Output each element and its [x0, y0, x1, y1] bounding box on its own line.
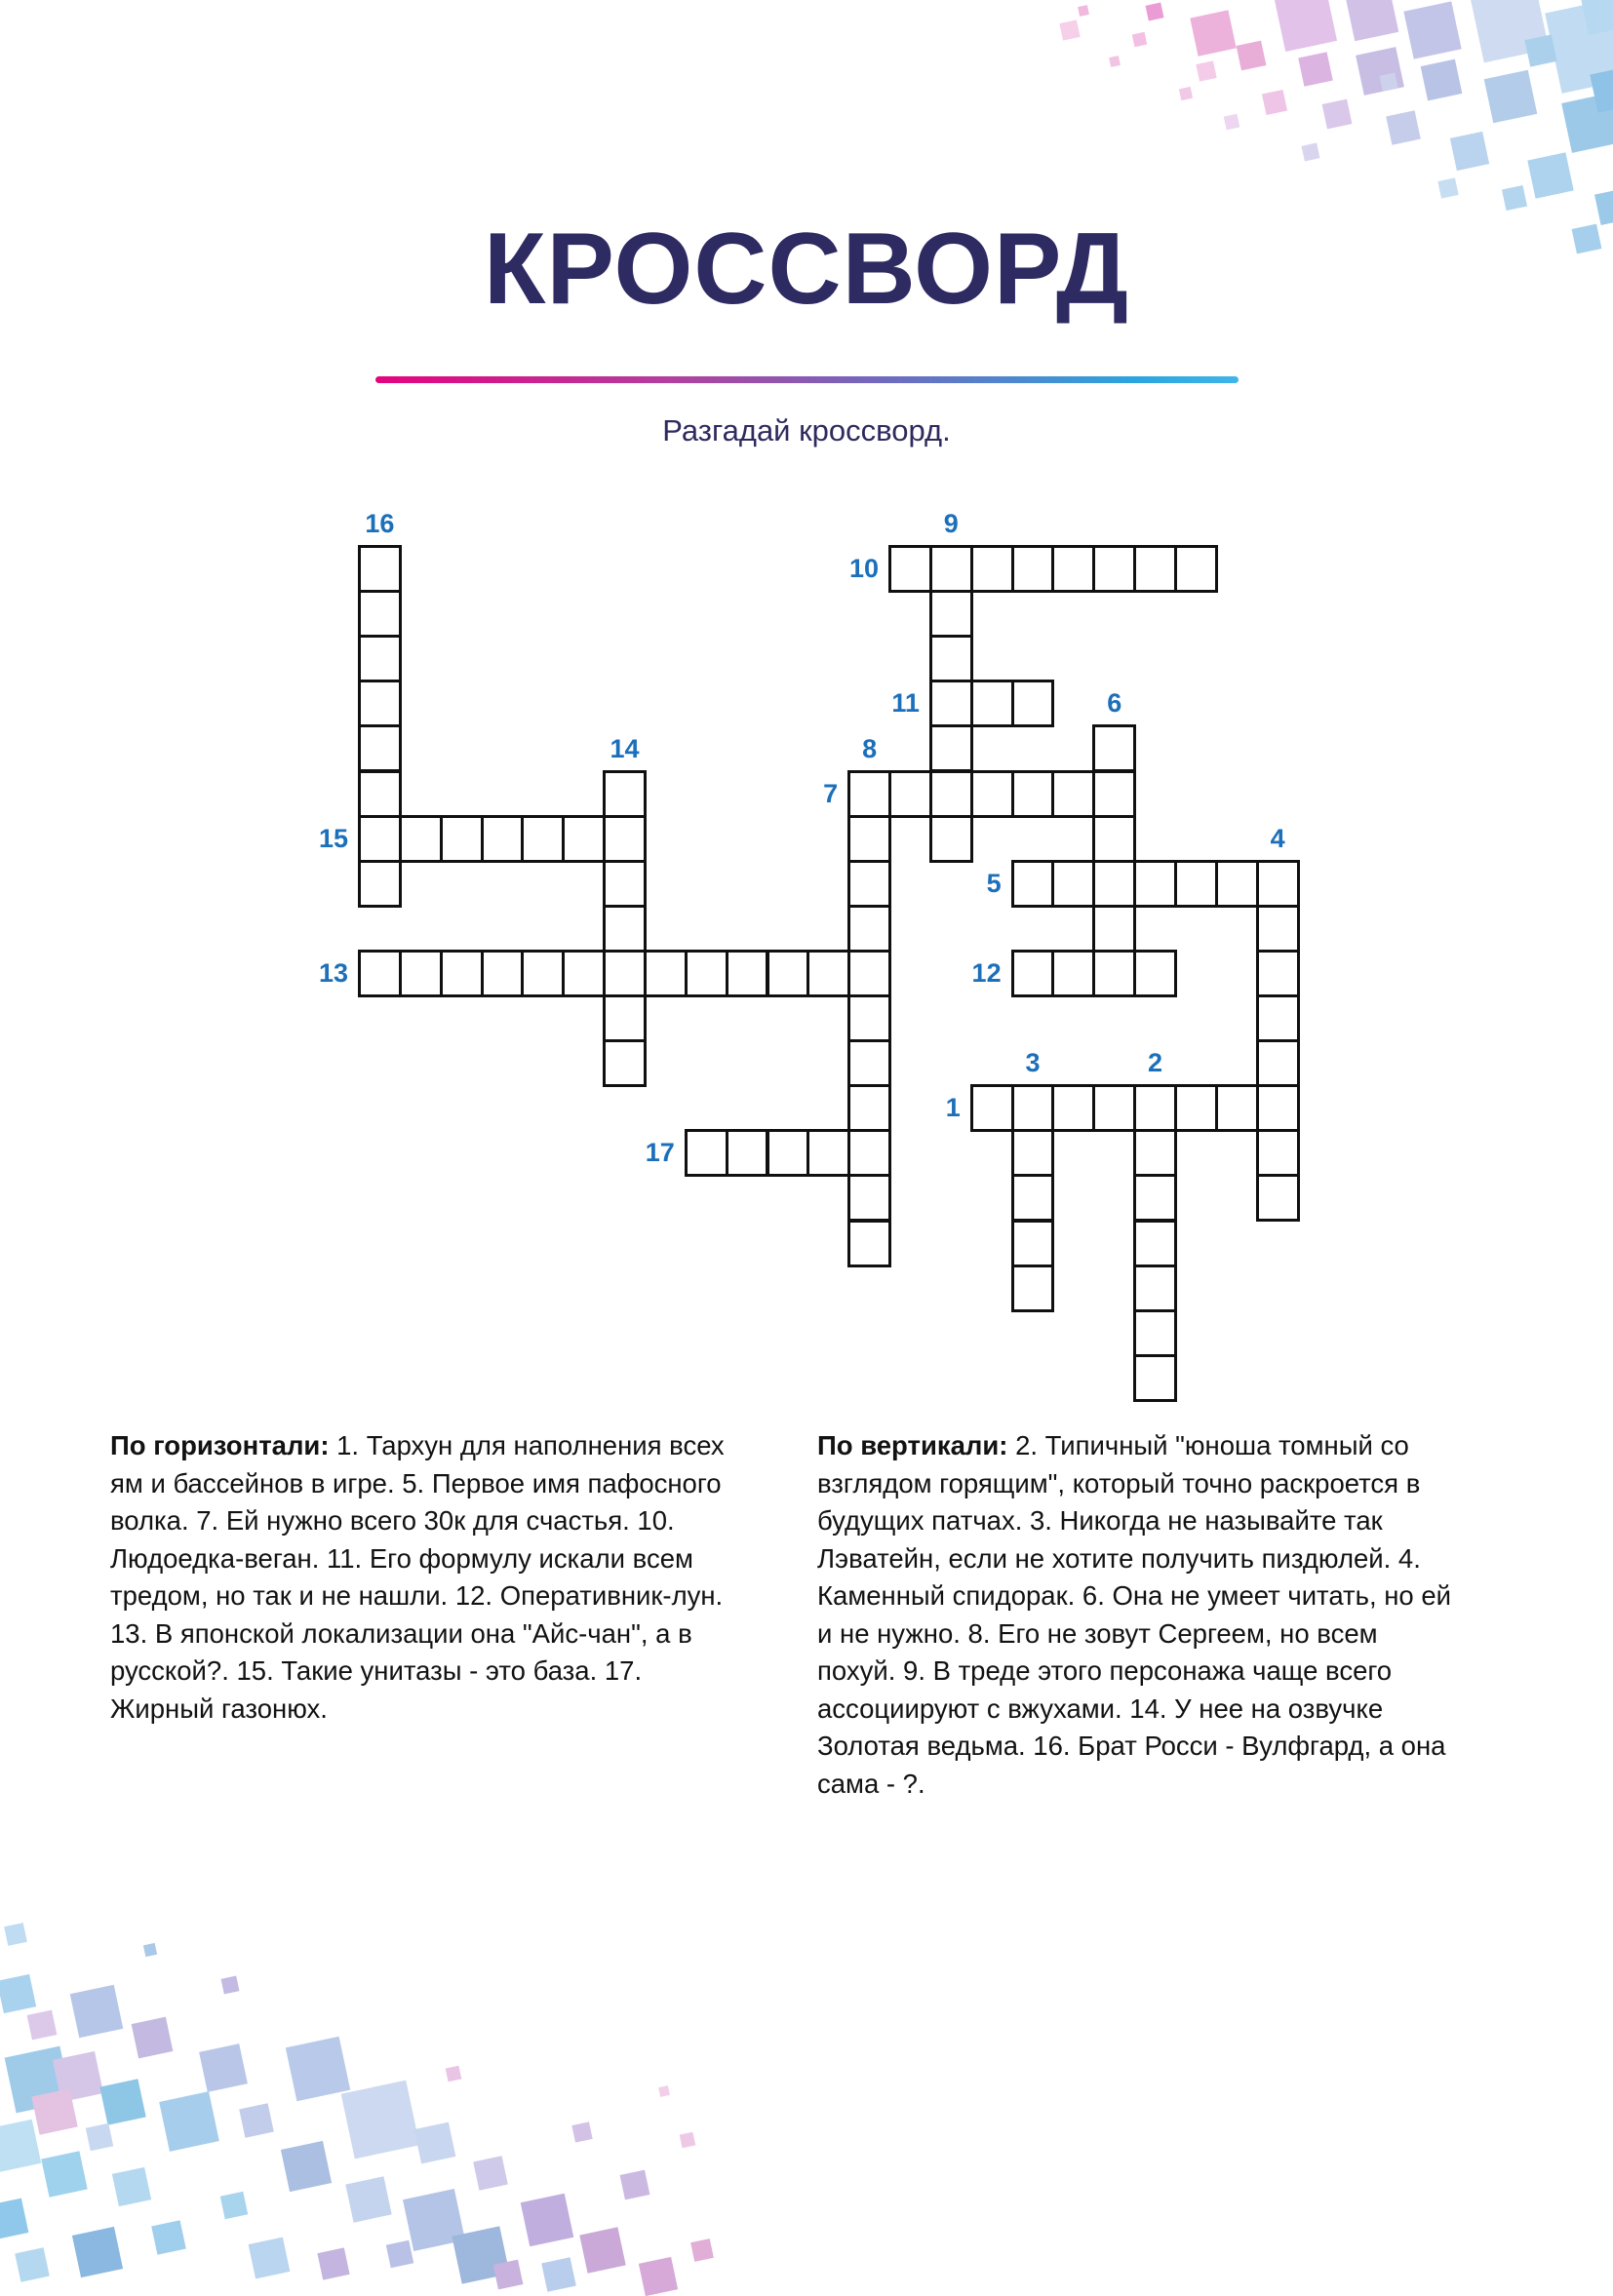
clues-across-block: [110, 1427, 727, 1728]
grid-cell: [1051, 860, 1095, 908]
decor-square: [0, 2120, 41, 2173]
grid-cell: [1256, 1084, 1300, 1132]
grid-cell: [603, 950, 647, 997]
grid-cell: [358, 724, 402, 772]
decor-square: [1380, 73, 1398, 92]
clue-number-6: 6: [1107, 688, 1122, 719]
decor-square: [658, 2085, 670, 2097]
decor-square: [1190, 10, 1236, 56]
decor-square: [0, 1974, 36, 2013]
clue-number-14: 14: [610, 733, 640, 763]
grid-cell: [1133, 545, 1177, 593]
decor-square: [1078, 5, 1089, 17]
grid-cell: [929, 815, 973, 863]
decor-square: [680, 2132, 696, 2149]
clue-number-1: 1: [945, 1093, 961, 1123]
grid-cell: [888, 770, 932, 818]
decor-square: [72, 2227, 123, 2277]
grid-cell: [929, 770, 973, 818]
decor-square: [41, 2151, 87, 2197]
decor-square: [1262, 90, 1287, 115]
decor-square: [1109, 56, 1121, 67]
clue-number-9: 9: [943, 509, 959, 538]
grid-cell: [1256, 1039, 1300, 1087]
grid-cell: [521, 950, 565, 997]
grid-cell: [767, 950, 810, 997]
clue-number-2: 2: [1148, 1048, 1163, 1078]
grid-cell: [1051, 770, 1095, 818]
grid-cell: [929, 680, 973, 727]
decor-square: [493, 2260, 524, 2290]
decor-square: [1450, 132, 1489, 171]
grid-cell: [1133, 950, 1177, 997]
grid-cell: [970, 1084, 1014, 1132]
grid-cell: [847, 815, 891, 863]
grid-cell: [1256, 1174, 1300, 1222]
clue-number-4: 4: [1270, 823, 1285, 853]
grid-cell: [970, 770, 1014, 818]
grid-cell: [1051, 950, 1095, 997]
grid-cell: [1092, 860, 1136, 908]
grid-cell: [1133, 1129, 1177, 1177]
grid-cell: [806, 950, 850, 997]
grid-cell: [644, 950, 688, 997]
decor-square: [1275, 0, 1337, 52]
decor-square: [1386, 110, 1421, 145]
grid-cell: [1133, 1265, 1177, 1312]
grid-cell: [1092, 950, 1136, 997]
decor-square: [1146, 3, 1164, 21]
grid-cell: [358, 590, 402, 638]
decor-square: [690, 2238, 714, 2262]
decor-square: [579, 2227, 625, 2273]
decor-square: [132, 2017, 174, 2059]
grid-cell: [888, 545, 932, 593]
grid-cell: [358, 815, 402, 863]
grid-cell: [847, 1129, 891, 1177]
clue-number-7: 7: [823, 778, 839, 808]
decor-square: [473, 2156, 508, 2191]
decor-square: [99, 2079, 145, 2124]
grid-cell: [1092, 1084, 1136, 1132]
grid-cell: [440, 950, 484, 997]
grid-cell: [847, 905, 891, 953]
clue-number-12: 12: [971, 957, 1002, 988]
grid-cell: [726, 1129, 769, 1177]
decor-square: [1403, 1, 1461, 58]
grid-cell: [1174, 860, 1218, 908]
grid-cell: [562, 950, 606, 997]
grid-cell: [1215, 1084, 1259, 1132]
grid-cell: [1011, 860, 1055, 908]
grid-cell: [726, 950, 769, 997]
clue-number-5: 5: [986, 868, 1002, 898]
grid-cell: [358, 680, 402, 727]
decor-square: [446, 2066, 462, 2082]
grid-cell: [1174, 545, 1218, 593]
grid-cell: [1133, 860, 1177, 908]
decor-square: [1484, 70, 1538, 124]
grid-cell: [603, 815, 647, 863]
decor-square: [521, 2194, 574, 2247]
decor-square: [221, 1976, 240, 1995]
decor-square: [1322, 99, 1353, 130]
grid-cell: [1092, 905, 1136, 953]
grid-cell: [806, 1129, 850, 1177]
page-subtitle: Разгадай кроссворд.: [662, 413, 951, 448]
decor-square: [112, 2167, 151, 2206]
grid-cell: [1011, 545, 1055, 593]
decor-square: [151, 2220, 186, 2255]
grid-cell: [929, 724, 973, 772]
grid-cell: [1092, 724, 1136, 772]
grid-cell: [603, 770, 647, 818]
grid-cell: [440, 815, 484, 863]
decor-square: [1421, 59, 1463, 101]
grid-cell: [970, 680, 1014, 727]
grid-cell: [685, 950, 728, 997]
decor-square: [1437, 177, 1458, 198]
decor-square: [286, 2037, 350, 2101]
decor-square: [341, 2081, 420, 2160]
decor-square: [1059, 19, 1080, 40]
grid-cell: [521, 815, 565, 863]
grid-cell: [603, 994, 647, 1042]
grid-cell: [1174, 1084, 1218, 1132]
decor-square: [27, 2010, 58, 2041]
grid-cell: [847, 1174, 891, 1222]
decor-square: [639, 2257, 678, 2296]
grid-cell: [1256, 994, 1300, 1042]
clue-number-13: 13: [318, 957, 348, 988]
grid-cell: [1011, 680, 1055, 727]
grid-cell: [685, 1129, 728, 1177]
clues-down-heading: По вертикали:: [817, 1430, 1008, 1460]
grid-cell: [358, 545, 402, 593]
clue-number-17: 17: [645, 1138, 675, 1168]
grid-cell: [562, 815, 606, 863]
grid-cell: [358, 950, 402, 997]
decor-square: [1132, 32, 1147, 47]
decor-square: [31, 2088, 77, 2134]
grid-cell: [1092, 545, 1136, 593]
decor-square: [1298, 52, 1333, 87]
decor-square: [1527, 152, 1573, 198]
grid-cell: [1011, 1084, 1055, 1132]
grid-cell: [1011, 1174, 1055, 1222]
grid-cell: [1051, 1084, 1095, 1132]
decor-square: [1524, 34, 1556, 66]
grid-cell: [929, 590, 973, 638]
decor-square: [281, 2141, 332, 2192]
grid-cell: [1133, 1174, 1177, 1222]
grid-cell: [603, 860, 647, 908]
grid-cell: [847, 1039, 891, 1087]
grid-cell: [929, 635, 973, 682]
grid-cell: [1256, 950, 1300, 997]
decor-square: [1502, 185, 1527, 211]
grid-cell: [399, 815, 443, 863]
grid-cell: [1051, 545, 1095, 593]
clues-down-block: [817, 1427, 1459, 1803]
decor-square: [249, 2238, 291, 2279]
decor-square: [4, 1923, 27, 1946]
clue-number-15: 15: [318, 823, 348, 853]
decor-square: [143, 1943, 157, 1957]
clue-number-8: 8: [862, 733, 878, 763]
clue-number-16: 16: [365, 509, 395, 538]
clues-down-text: 2. Типичный "юноша томный со взглядом горящим", который точно раскроется в будущих патчах. 3. Никогда не называйте так Лэватейн, если не хотите получить пиздюлей. 4. Каменный спидорак. 6. Она не умеет читать, но ей и не нужно. 8. Его не зовут Сергеем, но всем похуй. 9. В треде этого персонажа чаще всего ассоциируют с вжухами. 14. У нее на озвучке Золотая ведьма. 16. Брат Росси - Вулфгард, а она сама - ?.: [817, 1430, 1452, 1799]
grid-cell: [1092, 770, 1136, 818]
grid-cell: [847, 1220, 891, 1267]
grid-cell: [1215, 860, 1259, 908]
page-title: КРОССВОРД: [484, 213, 1129, 326]
decor-square: [1346, 0, 1399, 41]
grid-cell: [1092, 815, 1136, 863]
clue-number-10: 10: [849, 554, 880, 583]
grid-cell: [970, 545, 1014, 593]
grid-cell: [929, 545, 973, 593]
clues-across-text: 1. Тархун для наполнения всех ям и бассейнов в игре. 5. Первое имя пафосного волка. 7. Ей нужно всего 30к для счастья. 10. Людоедка-веган. 11. Его формулу искали всем тредом, но так и не нашли. 12. Оперативник-лун. 13. В японской локализации она "Айс-чан", а в русской?. 15. Такие унитазы - это база. 17. Жирный газонюх.: [110, 1430, 725, 1724]
clue-number-11: 11: [891, 688, 920, 719]
clue-number-3: 3: [1025, 1048, 1041, 1078]
decor-square: [386, 2240, 413, 2268]
grid-cell: [481, 815, 525, 863]
decor-square: [317, 2247, 349, 2279]
grid-cell: [1011, 1265, 1055, 1312]
decor-square: [1237, 41, 1267, 71]
decor-square: [199, 2043, 248, 2092]
decor-square: [620, 2170, 650, 2200]
decor-square: [0, 2199, 28, 2240]
grid-cell: [358, 635, 402, 682]
decor-square: [239, 2103, 274, 2138]
grid-cell: [1133, 1084, 1177, 1132]
grid-cell: [358, 770, 402, 818]
grid-cell: [603, 1039, 647, 1087]
decor-square: [414, 2122, 456, 2164]
decor-square: [159, 2091, 219, 2152]
decor-square: [1224, 114, 1240, 131]
grid-cell: [847, 770, 891, 818]
grid-cell: [481, 950, 525, 997]
grid-cell: [399, 950, 443, 997]
grid-cell: [1011, 950, 1055, 997]
title-divider: [375, 376, 1239, 383]
grid-cell: [1133, 1309, 1177, 1357]
decor-square: [541, 2257, 576, 2292]
grid-cell: [1011, 1129, 1055, 1177]
grid-cell: [1011, 770, 1055, 818]
grid-cell: [767, 1129, 810, 1177]
decor-square: [15, 2247, 50, 2282]
decor-square: [86, 2123, 113, 2151]
decor-square: [571, 2121, 592, 2142]
decor-square: [70, 1985, 124, 2039]
grid-cell: [1133, 1220, 1177, 1267]
grid-cell: [358, 860, 402, 908]
clues-across-heading: По горизонтали:: [110, 1430, 330, 1460]
decor-square: [1179, 87, 1193, 100]
grid-cell: [1256, 860, 1300, 908]
grid-cell: [603, 905, 647, 953]
decor-square: [220, 2192, 248, 2219]
grid-cell: [1256, 1129, 1300, 1177]
decor-square: [1196, 60, 1216, 81]
grid-cell: [1256, 905, 1300, 953]
decor-square: [345, 2176, 391, 2222]
decor-square: [1356, 47, 1404, 96]
grid-cell: [1011, 1220, 1055, 1267]
grid-cell: [1133, 1354, 1177, 1402]
grid-cell: [847, 994, 891, 1042]
decor-square: [1302, 143, 1320, 162]
